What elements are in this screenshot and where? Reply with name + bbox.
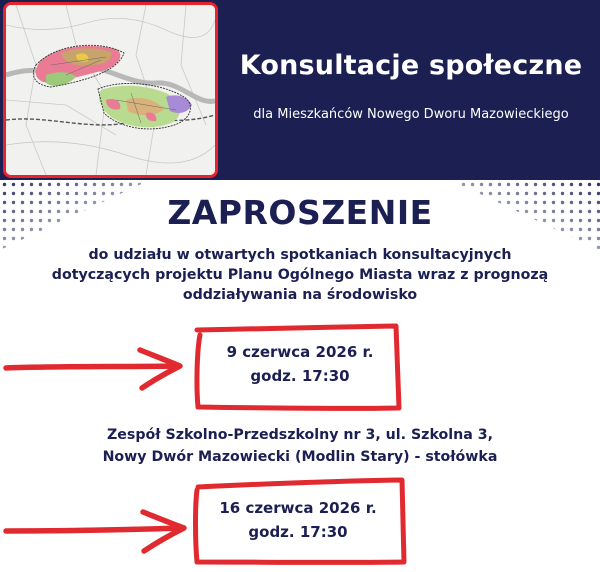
header-banner [0, 0, 600, 180]
arrow-right-icon [6, 350, 180, 388]
lead-line: dotyczących projektu Planu Ogólnego Miasta wraz z prognozą [51, 267, 549, 283]
lead-line: oddziaływania na środowisko [182, 287, 418, 303]
invitation-heading: ZAPROSZENIE [167, 193, 433, 232]
meeting-time: godz. 17:30 [250, 367, 350, 385]
meeting-date: 16 czerwca 2026 r. [219, 499, 377, 517]
meeting-place [0, 424, 600, 468]
place-line: Zespół Szkolno-Przedszkolny nr 3, ul. Szkolna 3, [107, 427, 493, 443]
meeting-date: 9 czerwca 2026 r. [226, 343, 374, 361]
arrow-right-icon [6, 512, 184, 551]
header-title: Konsultacje społeczne [239, 50, 583, 81]
map-image [3, 2, 218, 178]
meeting-time: godz. 17:30 [248, 523, 348, 541]
invitation-lead [0, 245, 600, 305]
place-line: Nowy Dwór Mazowiecki (Modlin Stary) - stołówka [102, 449, 498, 465]
header-subtitle: dla Mieszkańców Nowego Dworu Mazowieckiego [253, 107, 569, 122]
meeting-2 [198, 496, 398, 544]
lead-line: do udziału w otwartych spotkaniach konsultacyjnych [88, 247, 512, 263]
meeting-1 [205, 340, 395, 388]
